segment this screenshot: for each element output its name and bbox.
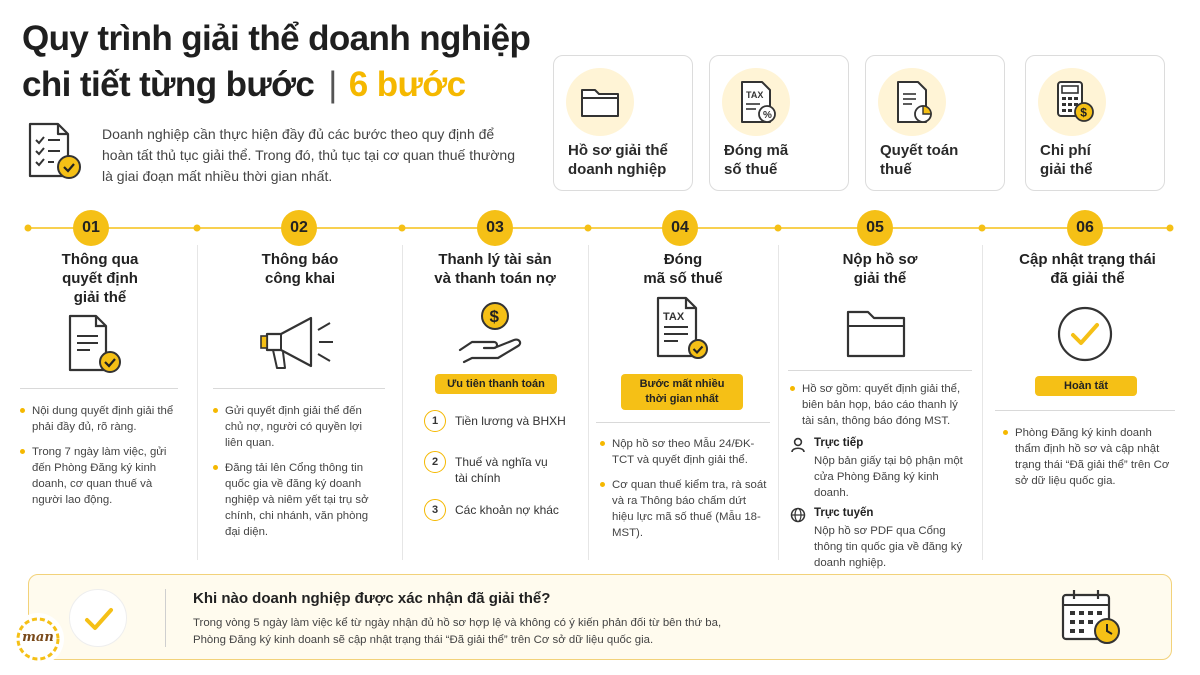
document-card-cost (1025, 55, 1165, 191)
bullet-item: Nội dung quyết định giải thể phải đầy đủ, rõ ràng. (20, 403, 178, 435)
step-title (205, 250, 395, 288)
step-1-column (10, 250, 190, 560)
folder-icon (842, 302, 916, 364)
step-title-line: giải thể (73, 289, 127, 306)
bullet-item: Đăng tải lên Cổng thông tin quốc gia về đăng ký doanh nghiệp và niêm yết tại trụ sở chính, chi nhánh, văn phòng đại diện. (213, 460, 381, 540)
step-title (588, 250, 778, 288)
tax-document-icon (730, 76, 782, 128)
priority-pill: Ưu tiên thanh toán (435, 374, 557, 394)
list-item-text: Tiền lương và BHXH (455, 414, 566, 428)
step-6-column (985, 250, 1190, 560)
pill-text: Bước mất nhiều (639, 378, 725, 390)
answer-line: Phòng Đăng ký kinh doanh sẽ cập nhật trạng thái “Đã giải thể” trên Cơ sở dữ liệu quốc gia. (193, 634, 654, 646)
list-item (424, 451, 584, 486)
document-card-dossier (553, 55, 693, 191)
svg-text:$: $ (1080, 105, 1087, 120)
step-bullets (790, 381, 972, 438)
pill-text: thời gian nhất (645, 393, 719, 405)
step-title-line: mã số thuế (643, 270, 723, 287)
step-title (10, 250, 190, 307)
column-divider (197, 245, 198, 560)
title-line-1: Quy trình giải thể doanh nghiệp (22, 19, 531, 58)
tax-document-icon (650, 294, 716, 364)
document-card-tax-code (709, 55, 849, 191)
step-3-column (402, 250, 588, 560)
step-number-badge: 02 (281, 210, 317, 246)
title-separator: | (328, 65, 337, 104)
method-title: Trực tiếp (814, 437, 864, 449)
hand-coin-icon (454, 300, 536, 366)
folder-icon (574, 76, 626, 128)
document-card-label: Đóng mã (724, 142, 789, 159)
step-2-column (205, 250, 395, 560)
confirmation-panel (28, 574, 1172, 660)
bullet-item: Trong 7 ngày làm việc, gửi đến Phòng Đăng ký kinh doanh, cơ quan thuế và người lao động. (20, 444, 178, 508)
list-item-text: Thuế và nghĩa vụ tài chính (455, 455, 548, 485)
step-title (985, 250, 1190, 288)
list-item-text: Các khoản nợ khác (455, 503, 559, 517)
document-card-label: doanh nghiệp (568, 161, 667, 178)
step-title-line: công khai (264, 270, 335, 287)
completed-pill: Hoàn tất (1035, 376, 1137, 396)
step-title-line: Cập nhật trạng thái (1019, 251, 1156, 268)
intro-text: Doanh nghiệp cần thực hiện đầy đủ các bước theo quy định để hoàn tất thủ tục giải thể. Trong đó, thủ tục tại cơ quan thuế thường là giai đoạn mất nhiều thời gian nhất. (102, 126, 516, 184)
logo-text: man (22, 630, 54, 645)
document-card-label: thuế (880, 161, 912, 178)
bullet-item: Cơ quan thuế kiểm tra, rà soát và ra Thông báo chấm dứt hiệu lực mã số thuế (Mẫu 18-MST). (600, 477, 770, 541)
step-title-line: Nộp hồ sơ (842, 251, 918, 268)
person-icon (790, 437, 806, 453)
step-title-line: và thanh toán nợ (434, 270, 556, 287)
method-title: Trực tuyến (814, 507, 874, 519)
step-4-column (588, 250, 778, 560)
step-title-line: đã giải thể (1050, 270, 1125, 287)
page-title (22, 16, 530, 108)
svg-text:%: % (763, 110, 772, 121)
title-line-2 (22, 62, 530, 108)
document-card-tax-settlement (865, 55, 1005, 191)
list-item (424, 410, 584, 432)
bullet-item: Phòng Đăng ký kinh doanh thẩm định hồ sơ và cập nhật trạng thái “Đã giải thể” trên Cơ sở dữ liệu quốc gia. (1003, 425, 1178, 489)
check-badge-icon (69, 589, 127, 647)
document-card-label: Hồ sơ giải thể (568, 142, 668, 159)
bullet-item: Nộp hồ sơ theo Mẫu 24/ĐK-TCT và quyết định giải thể. (600, 436, 770, 468)
step-number-badge: 05 (857, 210, 893, 246)
longest-step-pill (621, 374, 743, 410)
answer-line: Trong vòng 5 ngày làm việc kể từ ngày nhận đủ hồ sơ hợp lệ và không có ý kiến phản đối từ bên thứ ba, (193, 617, 722, 629)
document-card-label: số thuế (724, 161, 778, 178)
megaphone-icon (257, 308, 343, 380)
list-item-number: 1 (424, 410, 446, 432)
step-number-badge: 06 (1067, 210, 1103, 246)
method-text: Nộp bản giấy tại bộ phận một cửa Phòng Đăng ký kinh doanh. (814, 455, 963, 499)
confirmation-answer (193, 615, 793, 649)
step-title (402, 250, 588, 288)
bullet-item: Hồ sơ gồm: quyết định giải thể, biên bản họp, báo cáo thanh lý tài sản, thông báo đóng MST. (790, 381, 972, 429)
step-title-line: quyết định (62, 270, 138, 287)
step-bullets (20, 403, 178, 517)
bullet-item: Gửi quyết định giải thể đến chủ nợ, người có quyền lợi liên quan. (213, 403, 381, 451)
step-5-column (778, 250, 982, 569)
document-check-icon (62, 312, 128, 378)
title-line-2-text: chi tiết từng bước (22, 65, 315, 104)
step-number-badge: 03 (477, 210, 513, 246)
step-title-line: Thông qua (61, 251, 139, 268)
tax-icon-text: TAX (663, 311, 685, 323)
list-item-number: 3 (424, 499, 446, 521)
step-bullets (600, 436, 770, 550)
column-divider (982, 245, 983, 560)
report-chart-icon (886, 76, 938, 128)
title-accent: 6 bước (348, 65, 466, 104)
brand-logo (12, 613, 64, 665)
step-number-badge: 04 (662, 210, 698, 246)
step-title-line: Thông báo (261, 251, 339, 268)
tax-icon-text: TAX (746, 90, 764, 100)
document-card-label: Chi phí (1040, 142, 1091, 159)
step-title-line: giải thể (853, 270, 907, 287)
checklist-icon (22, 120, 84, 182)
step-title-line: Đóng (663, 251, 703, 268)
method-text: Nộp hồ sơ PDF qua Cổng thông tin quốc gia về đăng ký doanh nghiệp. (814, 525, 963, 569)
step-title (778, 250, 982, 288)
document-card-label: Quyết toán (880, 142, 959, 159)
globe-icon (790, 507, 806, 523)
calendar-clock-icon (1059, 587, 1125, 649)
step-number-badge: 01 (73, 210, 109, 246)
calculator-icon (1046, 76, 1098, 128)
coin-icon-text: $ (489, 307, 499, 326)
document-card-label: giải thể (1040, 161, 1093, 178)
step-bullets (1003, 425, 1178, 498)
list-item-number: 2 (424, 451, 446, 473)
list-item (424, 499, 584, 521)
check-circle-icon (1055, 304, 1115, 364)
step-bullets (213, 403, 381, 549)
confirmation-question: Khi nào doanh nghiệp được xác nhận đã giải thể? (193, 590, 551, 607)
step-title-line: Thanh lý tài sản (438, 251, 552, 268)
